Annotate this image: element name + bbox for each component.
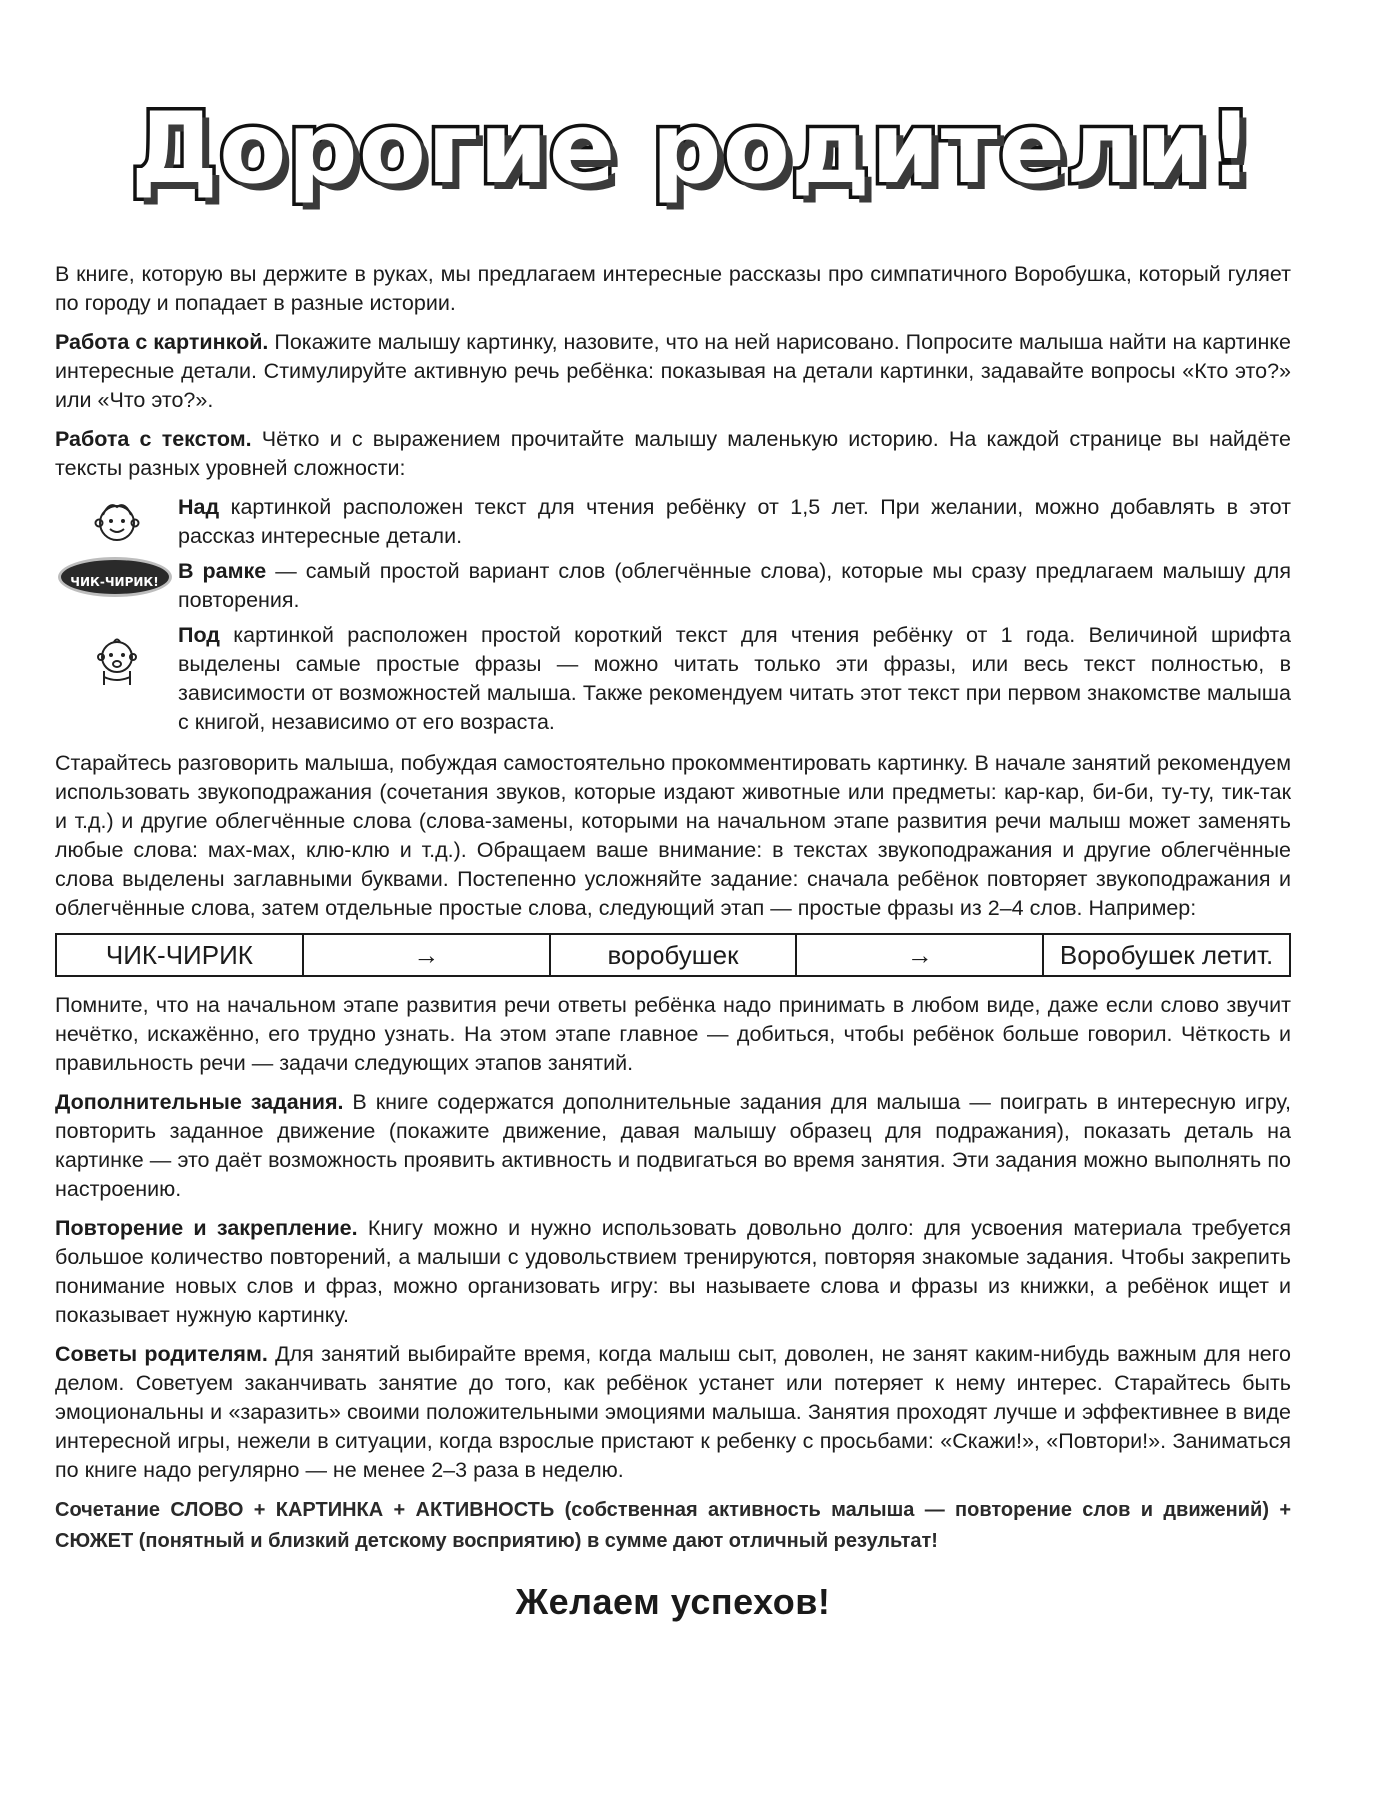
picture-work-paragraph bbox=[55, 328, 1291, 415]
page-title: Дорогие родители! bbox=[130, 92, 1255, 206]
advice-heading: Советы родителям. bbox=[55, 1342, 268, 1366]
level-below bbox=[55, 621, 1291, 737]
chik-chirik-badge-text: ЧИК-ЧИРИК! bbox=[70, 575, 159, 589]
repetition-paragraph bbox=[55, 1214, 1291, 1330]
repetition-text: Книгу можно и нужно использовать довольно долго: для усвоения материала требуется большое количество повторений, а малыши с удовольствием тренируются, повторяя знакомые задания. Чтобы закрепить понимание новых слов и фраз, можно организовать игру: вы называете слова и фразы из книжки, а ребёнок ищет и показывает нужную картинку. bbox=[55, 1216, 1291, 1327]
baby-face-icon bbox=[55, 621, 178, 689]
extra-tasks-text: В книге содержатся дополнительные задания для малыша — поиграть в интересную игру, повторить заданное движение (покажите движение, давая малышу образец для подражания), показать деталь на картинке — это даёт возможность проявить активность и подвигаться во время занятия. Эти задания можно выполнять по настроению. bbox=[55, 1090, 1291, 1201]
text-work-paragraph bbox=[55, 425, 1291, 483]
level-below-text bbox=[178, 621, 1291, 737]
picture-work-text: Покажите малышу картинку, назовите, что на ней нарисовано. Попросите малыша найти на картинке интересные детали. Стимулируйте активную речь ребёнка: показывая на детали картинки, задавайте вопросы «Кто это?» или «Что это?». bbox=[55, 330, 1292, 412]
example-arrow-1: → bbox=[303, 934, 550, 976]
example-cell-onomatopoeia: ЧИК-ЧИРИК bbox=[56, 934, 303, 976]
text-work-heading: Работа с текстом. bbox=[55, 427, 252, 451]
chik-chirik-badge bbox=[55, 557, 178, 597]
extra-tasks-paragraph bbox=[55, 1088, 1291, 1204]
talk-paragraph: Старайтесь разговорить малыша, побуждая самостоятельно прокомментировать картинку. В начале занятий рекомендуем использовать звукоподражания (сочетания звуков, которые издают животные или предметы: кар-кар, би-би, ту-ту, тик-так и т.д.) и другие облегчённые слова (слова-замены, которыми на начальном этапе развития речи малыш может заменять любые слова: мах-мах, клю-клю и т.д.). Обращаем ваше внимание: в текстах звукоподражания и другие облегчённые слова выделены заглавными буквами. Постепенно усложняйте задание: сначала ребёнок повторяет звукоподражания и облегчённые слова, затем отдельные простые слова, следующий этап — простые фразы из 2–4 слов. Например: bbox=[55, 751, 1291, 920]
advice-paragraph bbox=[55, 1340, 1291, 1485]
intro-paragraph: В книге, которую вы держите в руках, мы предлагаем интересные рассказы про симпатичного Воробушка, который гуляет по городу и попадает в разные истории. bbox=[55, 262, 1291, 315]
wish-text: Желаем успехов! bbox=[515, 1581, 831, 1622]
remember-paragraph: Помните, что на начальном этапе развития речи ответы ребёнка надо принимать в любом виде, даже если слово звучит нечётко, искажённо, его трудно узнать. На этом этапе главное — добиться, чтобы ребёнок больше говорил. Чёткость и правильность речи — задачи следующих этапов занятий. bbox=[55, 993, 1291, 1075]
example-cell-word: воробушек bbox=[550, 934, 797, 976]
example-row bbox=[56, 934, 1290, 976]
picture-work-heading: Работа с картинкой. bbox=[55, 330, 269, 354]
example-progression-table bbox=[55, 933, 1291, 977]
closing-statement: Сочетание СЛОВО + КАРТИНКА + АКТИВНОСТЬ (собственная активность малыша — повторение слов и движений) + СЮЖЕТ (понятный и близкий детскому восприятию) в сумме дают отличный результат! bbox=[55, 1499, 1291, 1552]
level-frame-label: В рамке bbox=[178, 559, 267, 583]
advice-text: Для занятий выбирайте время, когда малыш сыт, доволен, не занят каким-нибудь важным для него делом. Советуем заканчивать занятие до того, как ребёнок устанет или потеряет к нему интерес. Старайтесь быть эмоциональны и «заразить» своими положительными эмоциями малыша. Занятия проходят лучше и эффективнее в виде интересной игры, нежели в ситуации, когда взрослые пристают к ребенку с просьбами: «Скажи!», «Повтори!». Заниматься по книге надо регулярно — не менее 2–3 раза в неделю. bbox=[55, 1342, 1291, 1482]
older-child-face-icon bbox=[55, 493, 178, 549]
level-above bbox=[55, 493, 1291, 551]
extra-tasks-heading: Дополнительные задания. bbox=[55, 1090, 344, 1114]
level-above-label: Над bbox=[178, 495, 220, 519]
example-cell-phrase: Воробушек летит. bbox=[1043, 934, 1290, 976]
level-frame-body: — самый простой вариант слов (облегчённые слова), которые мы сразу предлагаем малышу для повторения. bbox=[178, 559, 1291, 612]
level-above-text bbox=[178, 493, 1291, 551]
level-frame bbox=[55, 557, 1291, 615]
level-below-label: Под bbox=[178, 623, 220, 647]
difficulty-levels bbox=[55, 493, 1291, 737]
level-frame-text bbox=[178, 557, 1291, 615]
example-arrow-2: → bbox=[796, 934, 1043, 976]
level-below-body: картинкой расположен простой короткий текст для чтения ребёнку от 1 года. Величиной шрифта выделены самые простые фразы — можно читать только эти фразы, или весь текст полностью, в зависимости от возможностей малыша. Также рекомендуем читать этот текст при первом знакомстве малыша с книгой, независимо от его возраста. bbox=[178, 623, 1291, 734]
repetition-heading: Повторение и закрепление. bbox=[55, 1216, 358, 1240]
level-above-body: картинкой расположен текст для чтения ребёнку от 1,5 лет. При желании, можно добавлять в этот рассказ интересные детали. bbox=[178, 495, 1291, 548]
text-work-text: Чётко и с выражением прочитайте малышу маленькую историю. На каждой странице вы найдёте тексты разных уровней сложности: bbox=[55, 427, 1291, 480]
main-content bbox=[55, 260, 1292, 1622]
